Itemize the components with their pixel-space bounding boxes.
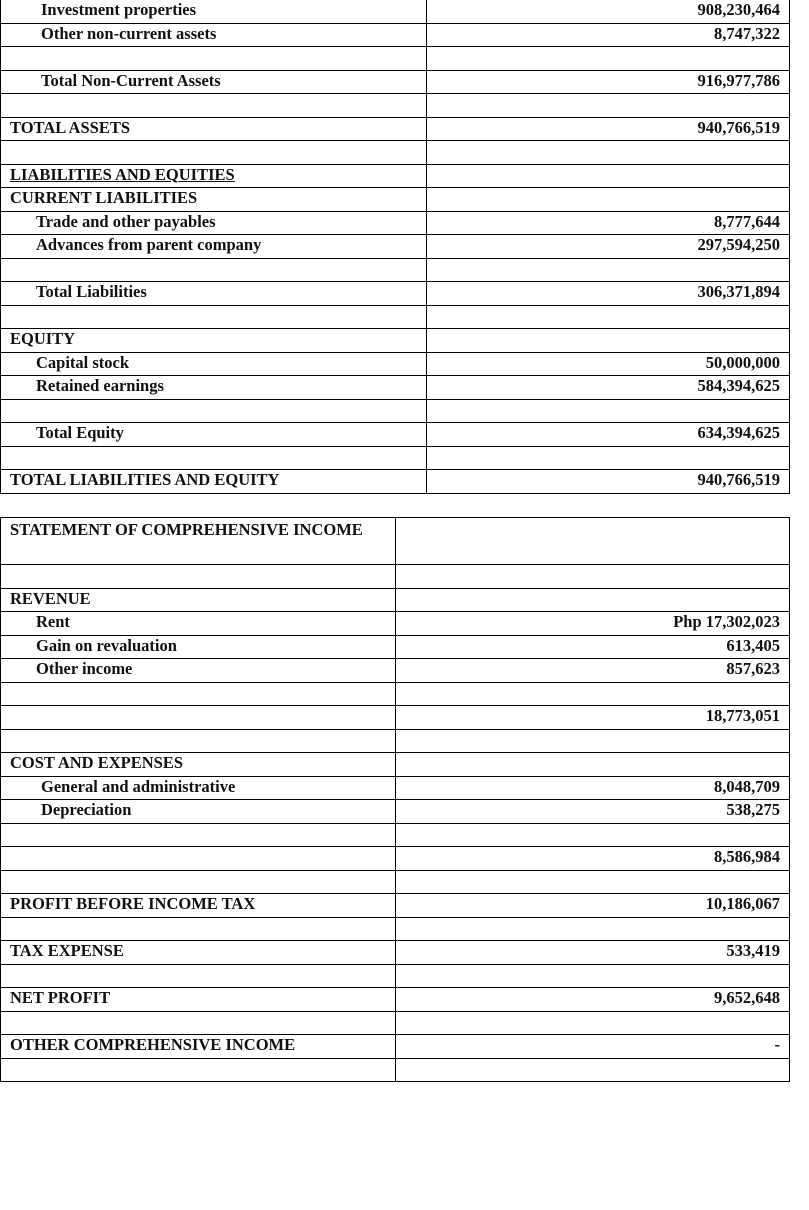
row-label-text: EQUITY — [10, 329, 76, 348]
row-label — [1, 94, 427, 118]
row-value — [427, 164, 790, 188]
row-value: 857,623 — [396, 659, 790, 683]
blank-row — [1, 729, 790, 753]
row-label — [1, 706, 396, 730]
row-value: 940,766,519 — [427, 117, 790, 141]
table-row — [1, 164, 790, 188]
row-value: 8,777,644 — [427, 211, 790, 235]
row-value: 538,275 — [396, 800, 790, 824]
row-value — [427, 329, 790, 353]
row-label — [1, 565, 396, 589]
blank-row — [1, 47, 790, 71]
row-label — [1, 23, 427, 47]
blank-row — [1, 823, 790, 847]
row-label — [1, 211, 427, 235]
table-row — [1, 235, 790, 259]
row-value — [396, 729, 790, 753]
row-label-text: Depreciation — [41, 800, 132, 819]
row-label — [1, 917, 396, 941]
row-label-text: NET PROFIT — [10, 988, 111, 1007]
row-value: 297,594,250 — [427, 235, 790, 259]
blank-row — [1, 446, 790, 470]
row-label — [1, 329, 427, 353]
row-label-text: TAX EXPENSE — [10, 941, 124, 960]
table-row — [1, 753, 790, 777]
row-label — [1, 470, 427, 494]
row-label — [1, 352, 427, 376]
row-value — [396, 1058, 790, 1082]
table-row — [1, 282, 790, 306]
row-label — [1, 870, 396, 894]
row-label — [1, 518, 396, 565]
row-label — [1, 1058, 396, 1082]
row-value — [396, 565, 790, 589]
row-label — [1, 776, 396, 800]
row-label-text: CURRENT LIABILITIES — [10, 188, 198, 207]
row-value — [396, 518, 790, 565]
row-value — [396, 588, 790, 612]
row-label — [1, 235, 427, 259]
row-value — [427, 258, 790, 282]
row-label-text: Retained earnings — [36, 376, 164, 395]
table-row — [1, 329, 790, 353]
row-label-text: Gain on revaluation — [36, 635, 177, 655]
row-label — [1, 635, 396, 659]
row-value: Php 17,302,023 — [396, 612, 790, 636]
row-label — [1, 964, 396, 988]
table-row — [1, 376, 790, 400]
row-value: 916,977,786 — [427, 70, 790, 94]
row-value: 584,394,625 — [427, 376, 790, 400]
row-label — [1, 0, 427, 23]
row-label — [1, 117, 427, 141]
row-label — [1, 941, 396, 965]
table-row — [1, 988, 790, 1012]
row-label-text: Advances from parent company — [36, 235, 262, 254]
table-row — [1, 352, 790, 376]
row-label — [1, 1011, 396, 1035]
table-row — [1, 518, 790, 565]
row-label-text: STATEMENT OF COMPREHENSIVE INCOME — [10, 520, 363, 539]
row-label — [1, 141, 427, 165]
row-label — [1, 399, 427, 423]
row-label-text: COST AND EXPENSES — [10, 753, 184, 772]
row-label — [1, 800, 396, 824]
table-row — [1, 776, 790, 800]
row-label — [1, 423, 427, 447]
row-label — [1, 258, 427, 282]
row-label — [1, 70, 427, 94]
table-row — [1, 894, 790, 918]
blank-row — [1, 682, 790, 706]
row-value — [396, 964, 790, 988]
blank-row — [1, 565, 790, 589]
blank-row — [1, 1058, 790, 1082]
row-label-text: Other income — [36, 659, 133, 678]
row-label — [1, 988, 396, 1012]
table-row — [1, 847, 790, 871]
blank-row — [1, 258, 790, 282]
blank-row — [1, 94, 790, 118]
blank-row — [1, 399, 790, 423]
table-row — [1, 588, 790, 612]
income-statement-table — [0, 517, 790, 1082]
row-value: 18,773,051 — [396, 706, 790, 730]
row-label — [1, 682, 396, 706]
row-label — [1, 376, 427, 400]
row-label — [1, 588, 396, 612]
table-row — [1, 800, 790, 824]
row-value: 940,766,519 — [427, 470, 790, 494]
row-label-text: TOTAL ASSETS — [10, 117, 131, 137]
row-value — [427, 94, 790, 118]
row-value: 306,371,894 — [427, 282, 790, 306]
table-row — [1, 635, 790, 659]
row-label — [1, 659, 396, 683]
row-value — [396, 682, 790, 706]
blank-row — [1, 870, 790, 894]
table-row — [1, 23, 790, 47]
row-value: 8,747,322 — [427, 23, 790, 47]
row-label-text: Investment properties — [41, 0, 197, 19]
table-row — [1, 188, 790, 212]
row-label — [1, 847, 396, 871]
table-row — [1, 70, 790, 94]
row-label-text: REVENUE — [10, 588, 91, 608]
row-value: 634,394,625 — [427, 423, 790, 447]
row-value: 8,048,709 — [396, 776, 790, 800]
row-label — [1, 1035, 396, 1059]
row-label — [1, 282, 427, 306]
row-label — [1, 612, 396, 636]
table-row — [1, 612, 790, 636]
row-value — [427, 446, 790, 470]
blank-row — [1, 305, 790, 329]
row-value: 613,405 — [396, 635, 790, 659]
row-label — [1, 729, 396, 753]
table-row — [1, 211, 790, 235]
row-label-text: TOTAL LIABILITIES AND EQUITY — [10, 470, 280, 489]
table-row — [1, 706, 790, 730]
row-label — [1, 47, 427, 71]
row-value: 9,652,648 — [396, 988, 790, 1012]
table-row — [1, 659, 790, 683]
row-value: 8,586,984 — [396, 847, 790, 871]
row-value: 533,419 — [396, 941, 790, 965]
row-label-text: Total Equity — [36, 423, 124, 442]
row-label-text: Other non-current assets — [41, 23, 217, 43]
row-label — [1, 188, 427, 212]
row-value — [427, 188, 790, 212]
row-label — [1, 305, 427, 329]
row-label-text: PROFIT BEFORE INCOME TAX — [10, 894, 256, 913]
table-row — [1, 470, 790, 494]
row-label-text: Rent — [36, 612, 70, 631]
row-label — [1, 164, 427, 188]
row-label-text: Trade and other payables — [36, 211, 216, 231]
row-label-text: Capital stock — [36, 352, 130, 372]
row-label — [1, 823, 396, 847]
blank-row — [1, 141, 790, 165]
row-label-text: General and administrative — [41, 776, 236, 796]
table-row — [1, 117, 790, 141]
row-label-text: OTHER COMPREHENSIVE INCOME — [10, 1035, 296, 1054]
row-value — [396, 870, 790, 894]
row-value — [427, 305, 790, 329]
row-value — [427, 399, 790, 423]
row-value: - — [396, 1035, 790, 1059]
row-label — [1, 894, 396, 918]
row-value: 908,230,464 — [427, 0, 790, 23]
blank-row — [1, 917, 790, 941]
row-value — [427, 141, 790, 165]
row-value — [396, 1011, 790, 1035]
row-value — [396, 753, 790, 777]
row-label — [1, 753, 396, 777]
table-row — [1, 423, 790, 447]
balance-sheet-table — [0, 0, 790, 494]
blank-row — [1, 964, 790, 988]
row-value — [427, 47, 790, 71]
row-label-text: Total Non-Current Assets — [41, 70, 221, 90]
table-row — [1, 0, 790, 23]
row-value — [396, 917, 790, 941]
row-label-text: Total Liabilities — [36, 282, 147, 301]
row-label — [1, 446, 427, 470]
table-row — [1, 941, 790, 965]
table-row — [1, 1035, 790, 1059]
blank-row — [1, 1011, 790, 1035]
row-label-text: LIABILITIES AND EQUITIES — [10, 164, 235, 184]
row-value: 10,186,067 — [396, 894, 790, 918]
row-value: 50,000,000 — [427, 352, 790, 376]
row-value — [396, 823, 790, 847]
